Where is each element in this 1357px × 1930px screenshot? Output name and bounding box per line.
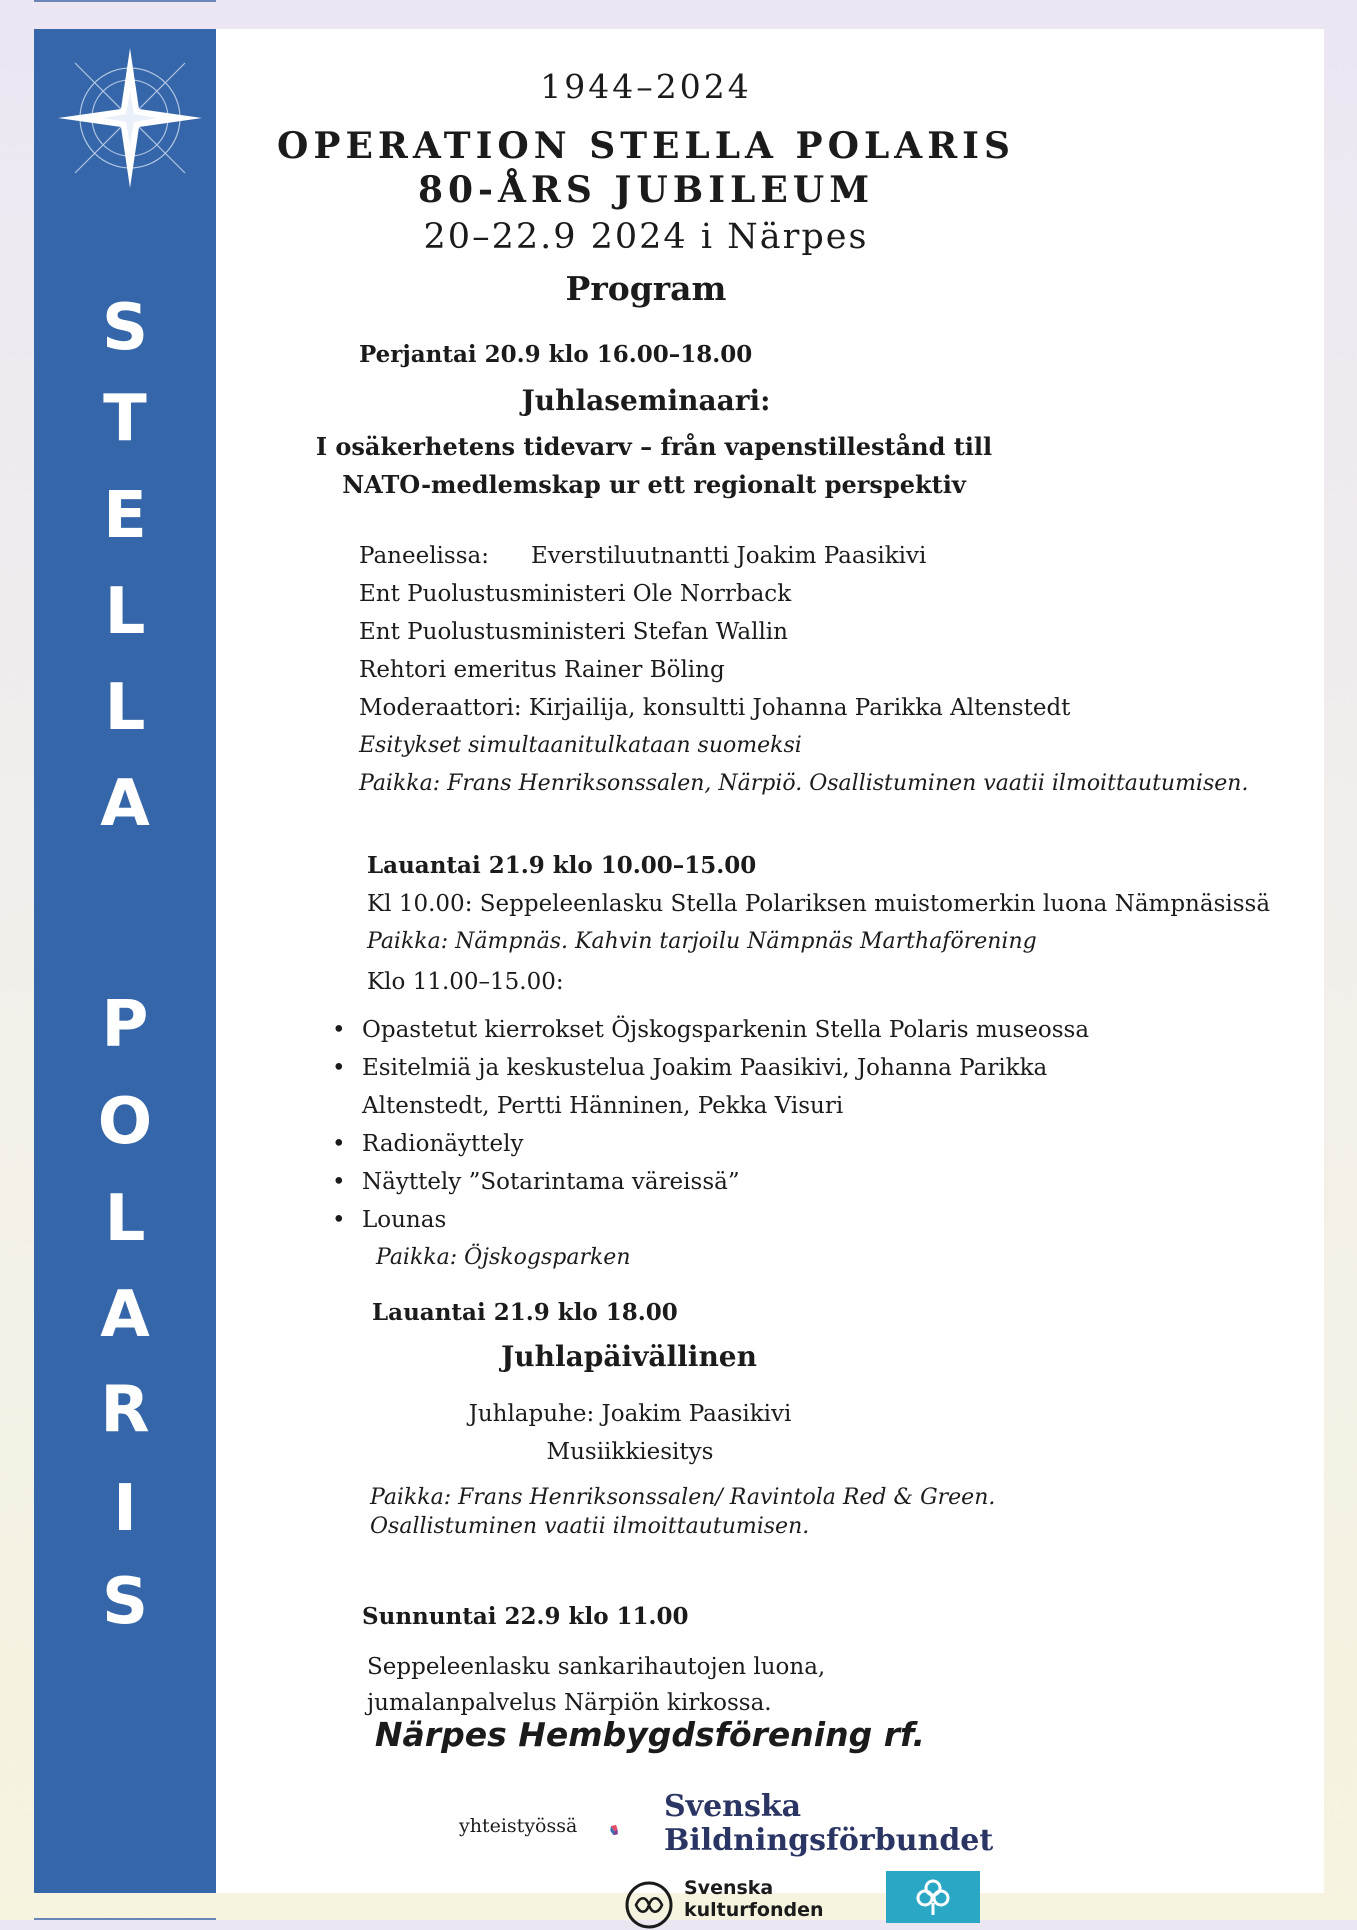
organizer-name: Närpes Hembygdsförening rf. [374,1715,926,1754]
svenska-kulturfonden-logo-icon [624,1880,674,1930]
polar-star-icon [55,43,205,193]
svenska-bildningsforbundet-wordmark: Svenska Bildningsförbundet [664,1789,994,1858]
sunday-line1: Seppeleenlasku sankarihautojen luona, [367,1654,826,1680]
dinner-place-line1: Paikka: Frans Henriksonssalen/ Ravintola Red & Green. [370,1485,996,1510]
panel-member: Everstiluutnantti Joakim Paasikivi [531,543,927,569]
dinner-title: Juhlapäivällinen [501,1340,757,1373]
list-item: • Radionäyttely [332,1125,1089,1163]
friday-place: Paikka: Frans Henriksonssalen, Närpiö. Osallistuminen vaatii ilmoittautumisen. [359,771,1249,796]
years: 1944–2024 [540,67,752,106]
panel-member: Rehtori emeritus Rainer Böling [359,657,725,683]
dinner-place-line2: Osallistuminen vaatii ilmoittautumisen. [370,1514,810,1539]
panel-member: Ent Puolustusministeri Ole Norrback [359,581,792,607]
friday-title: Juhlaseminaari: [521,384,771,417]
sidebar-letter: O [97,1085,153,1159]
saturday-evening-day: Lauantai 21.9 klo 18.00 [372,1299,678,1326]
top-accent-line [34,0,216,2]
svenska-bildningsforbundet-logo-icon [610,1794,664,1866]
list-item: • Lounas [332,1201,1089,1239]
sidebar [34,29,216,1893]
sidebar-letter: L [104,1182,146,1256]
event-dates: 20–22.9 2024 i Närpes [423,217,869,257]
sidebar-letter: L [104,671,146,745]
dinner-music: Musiikkiesitys [546,1439,714,1465]
svenska-kulturfonden-wordmark: Svenska kulturfonden [684,1877,824,1921]
wreath-laying-line: Kl 10.00: Seppeleenlasku Stella Polariksen muistomerkin luona Nämpnäsissä [367,891,1271,917]
friday-subtitle-line1: I osäkerhetens tidevarv – från vapenstillestånd till [315,432,993,461]
list-item: • Opastetut kierrokset Öjskogsparkenin Stella Polaris museossa [332,1011,1089,1049]
saturday-activities-list [332,1011,1089,1239]
sidebar-letter: T [103,382,147,456]
saturday-place-1: Paikka: Nämpnäs. Kahvin tarjoilu Nämpnäs Marthaförening [367,929,1037,954]
poster [34,29,1324,1921]
clover-logo-box [886,1871,980,1923]
program-content [216,29,1324,1921]
sidebar-letter: I [113,1472,137,1546]
sidebar-letter: P [101,988,149,1062]
list-item: • Näyttely ”Sotarintama väreissä” [332,1163,1089,1201]
sidebar-letter: S [101,291,149,365]
saturday-morning-day: Lauantai 21.9 klo 10.00–15.00 [367,852,757,879]
event-title-line1: OPERATION STELLA POLARIS [277,125,1015,167]
friday-subtitle-line2: NATO-medlemskap ur ett regionalt perspektiv [342,470,966,499]
friday-note: Esitykset simultaanitulkataan suomeksi [359,733,802,758]
saturday-time-line: Klo 11.00–15.00: [367,969,564,995]
sidebar-letter: A [100,1278,150,1352]
moderator: Moderaattori: Kirjailija, konsultti Johanna Parikka Altenstedt [359,695,1071,721]
program-heading: Program [565,269,727,308]
cooperation-label: yhteistyössä [459,1815,578,1837]
sidebar-letter: R [100,1373,150,1447]
event-title-line2: 80-ÅRS JUBILEUM [417,169,875,211]
clover-icon [886,1871,980,1923]
dinner-speech: Juhlapuhe: Joakim Paasikivi [468,1401,792,1427]
friday-day: Perjantai 20.9 klo 16.00–18.00 [359,341,753,368]
sidebar-letter: S [101,1565,149,1639]
sunday-line2: jumalanpalvelus Närpiön kirkossa. [367,1690,772,1716]
sidebar-letter: L [104,575,146,649]
sidebar-letter: E [103,479,147,553]
sidebar-letter: A [100,767,150,841]
saturday-place-2: Paikka: Öjskogsparken [376,1245,631,1270]
list-item: • Esitelmiä ja keskustelua Joakim Paasikivi, Johanna Parikka Altenstedt, Pertti Hänninen, Pekka Visuri [332,1049,1089,1125]
panel-member: Ent Puolustusministeri Stefan Wallin [359,619,788,645]
panel-label: Paneelissa: [359,543,489,569]
sunday-day: Sunnuntai 22.9 klo 11.00 [362,1603,689,1630]
